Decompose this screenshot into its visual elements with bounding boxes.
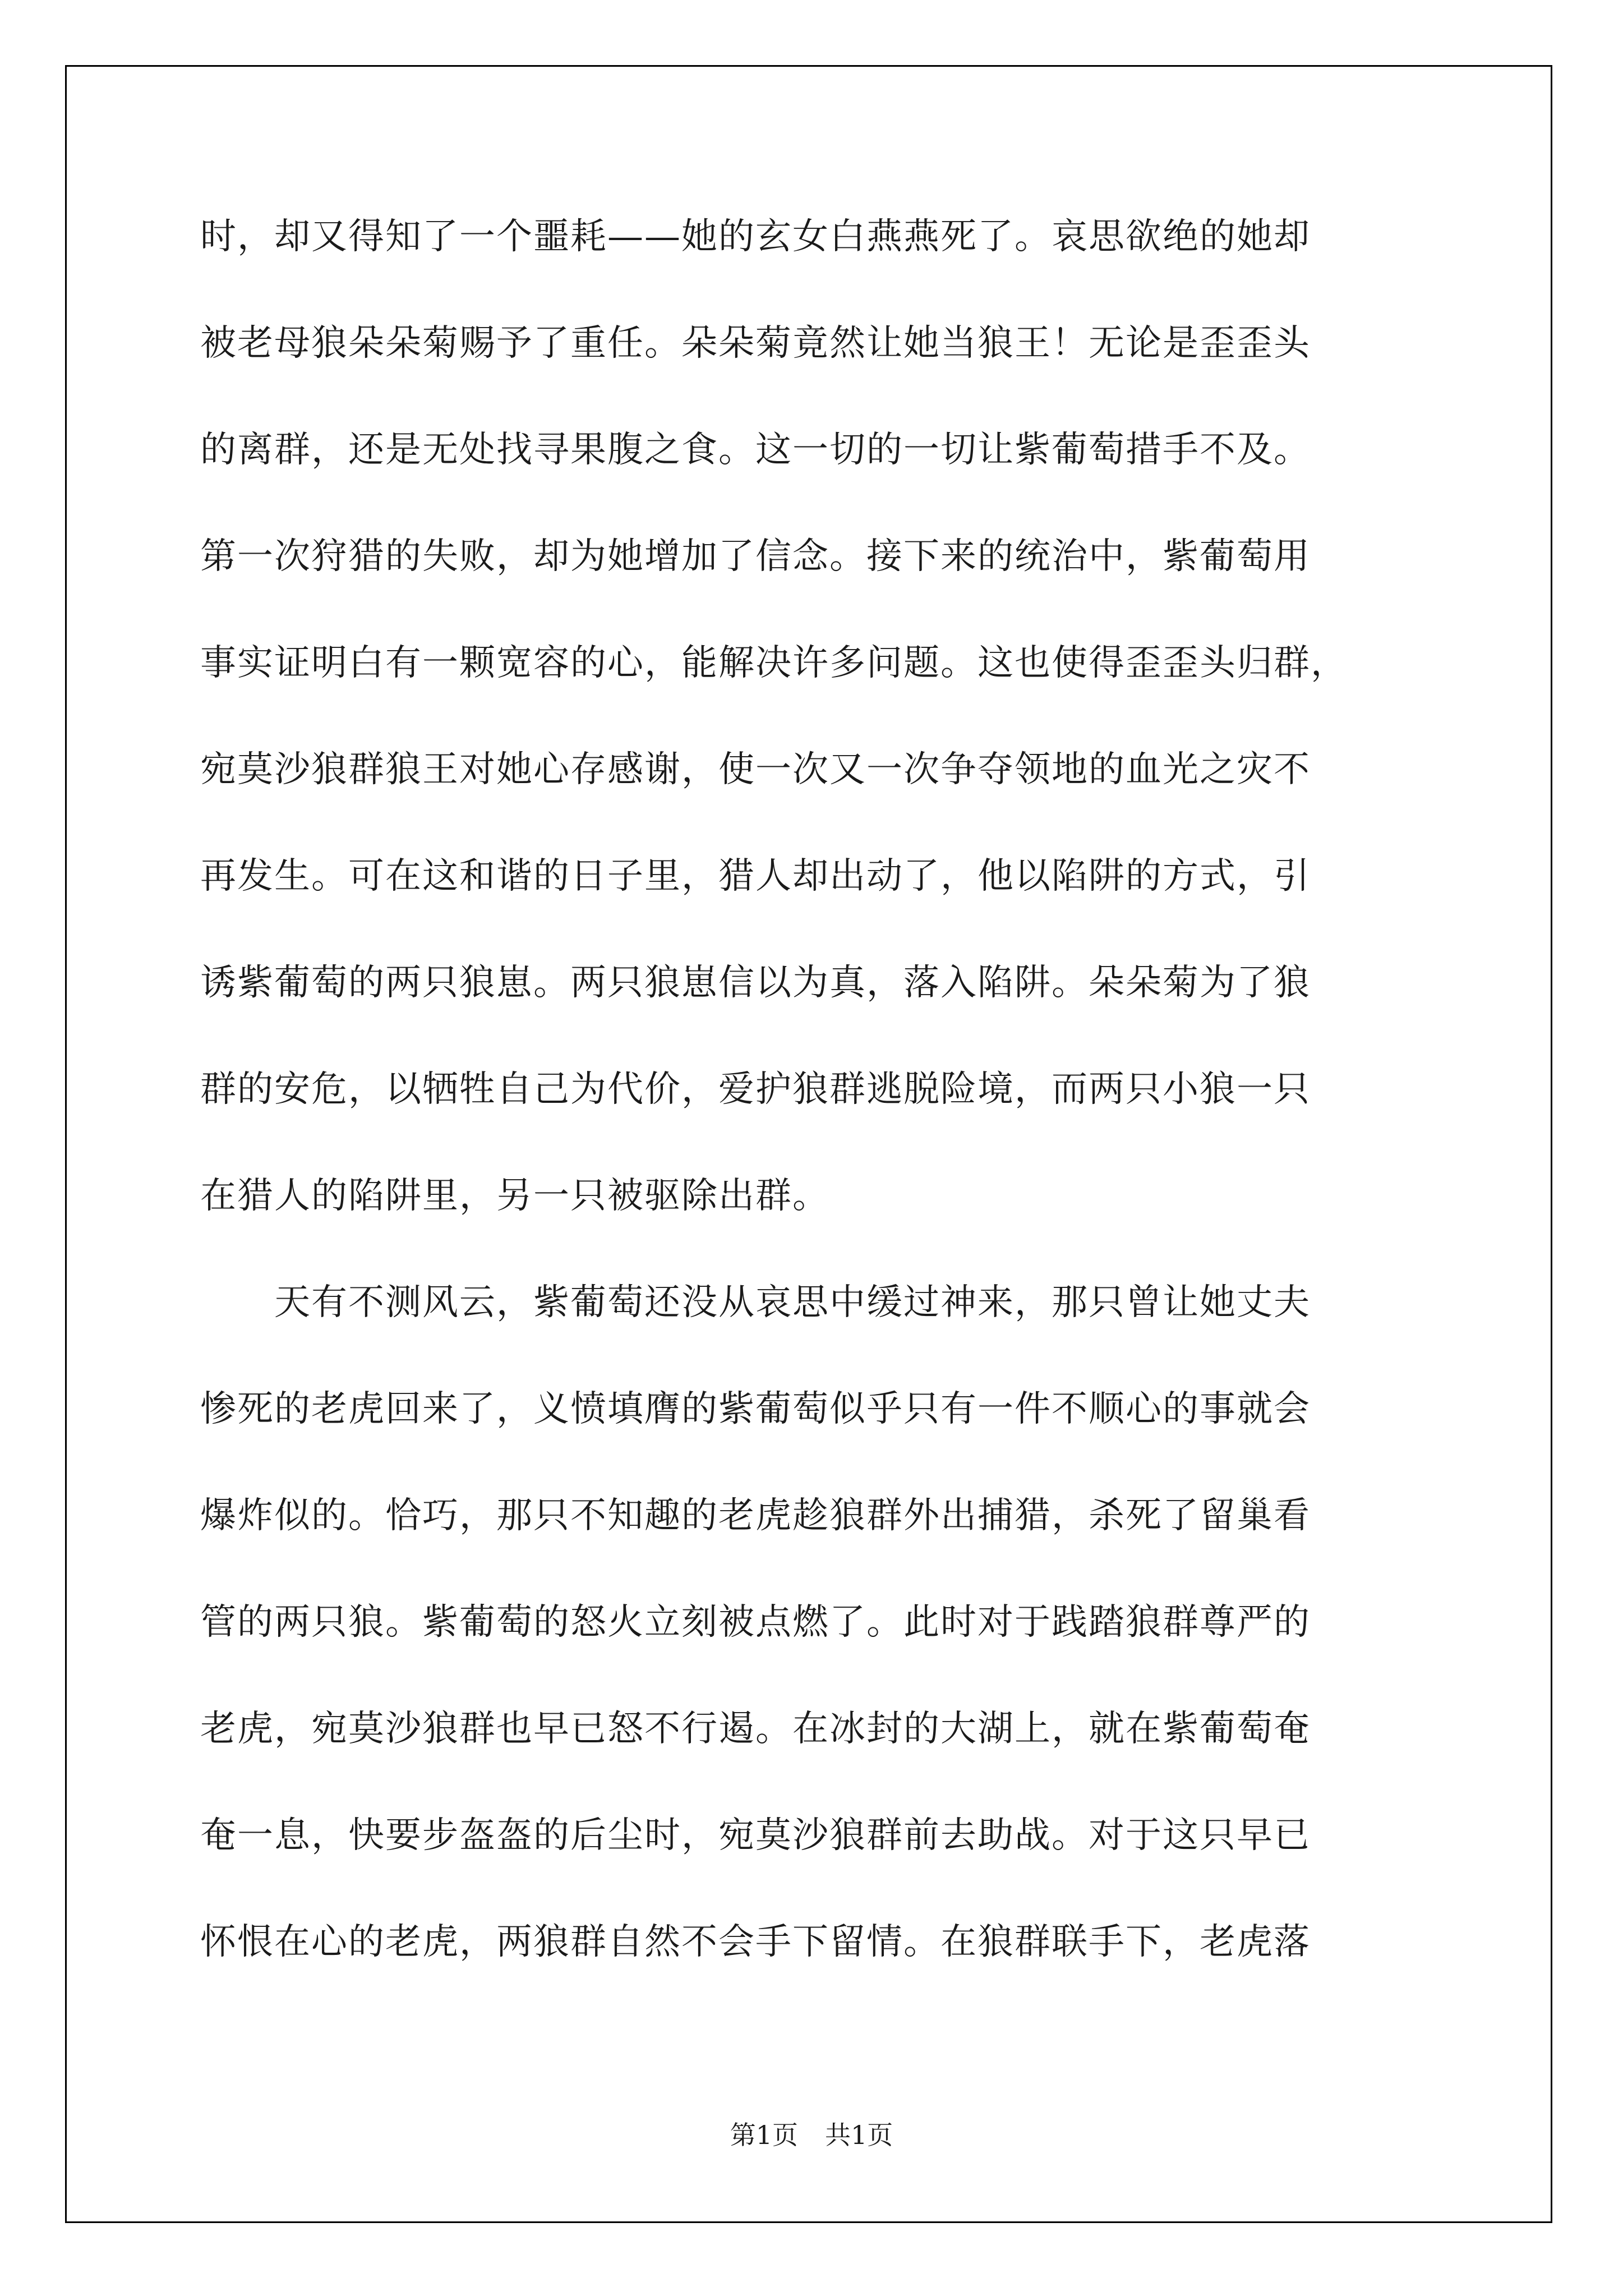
text-line: 再发生。可在这和谐的日子里，猎人却出动了，他以陷阱的方式，引 [200,855,1311,897]
text-line: 老虎，宛莫沙狼群也早已怒不行遏。在冰封的大湖上，就在紫葡萄奄 [200,1708,1311,1750]
text-line: 惨死的老虎回来了，义愤填膺的紫葡萄似乎只有一件不顺心的事就会 [200,1388,1311,1430]
text-line: 群的安危，以牺牲自己为代价，爱护狼群逃脱险境，而两只小狼一只 [200,1069,1311,1110]
text-line: 第一次狩猎的失败，却为她增加了信念。接下来的统治中，紫葡萄用 [200,536,1311,577]
page-footer [0,2121,1623,2149]
text-line: 被老母狼朵朵菊赐予了重任。朵朵菊竟然让她当狼王！无论是歪歪头 [200,323,1311,364]
text-line: 管的两只狼。紫葡萄的怒火立刻被点燃了。此时对于践踏狼群尊严的 [200,1602,1311,1643]
text-line: 时，却又得知了一个噩耗——她的玄女白燕燕死了。哀思欲绝的她却 [200,216,1311,257]
document-body [200,216,1434,2031]
text-line: 事实证明白有一颗宽容的心，能解决许多问题。这也使得歪歪头归群， [200,642,1348,684]
text-line: 的离群，还是无处找寻果腹之食。这一切的一切让紫葡萄措手不及。 [200,429,1311,471]
page-number: 第1页 [730,2120,798,2150]
text-line: 奄一息，快要步盔盔的后尘时，宛莫沙狼群前去助战。对于这只早已 [200,1815,1311,1856]
page-total: 共1页 [825,2120,893,2150]
text-line: 宛莫沙狼群狼王对她心存感谢，使一次又一次争夺领地的血光之灾不 [200,749,1311,790]
text-line: 怀恨在心的老虎，两狼群自然不会手下留情。在狼群联手下，老虎落 [200,1921,1311,1963]
paragraph-first-line: 天有不测风云，紫葡萄还没从哀思中缓过神来，那只曾让她丈夫 [274,1282,1311,1323]
text-line: 在猎人的陷阱里，另一只被驱除出群。 [200,1175,829,1217]
text-line: 爆炸似的。恰巧，那只不知趣的老虎趁狼群外出捕猎，杀死了留巢看 [200,1495,1311,1536]
text-line: 诱紫葡萄的两只狼崽。两只狼崽信以为真，落入陷阱。朵朵菊为了狼 [200,962,1311,1004]
